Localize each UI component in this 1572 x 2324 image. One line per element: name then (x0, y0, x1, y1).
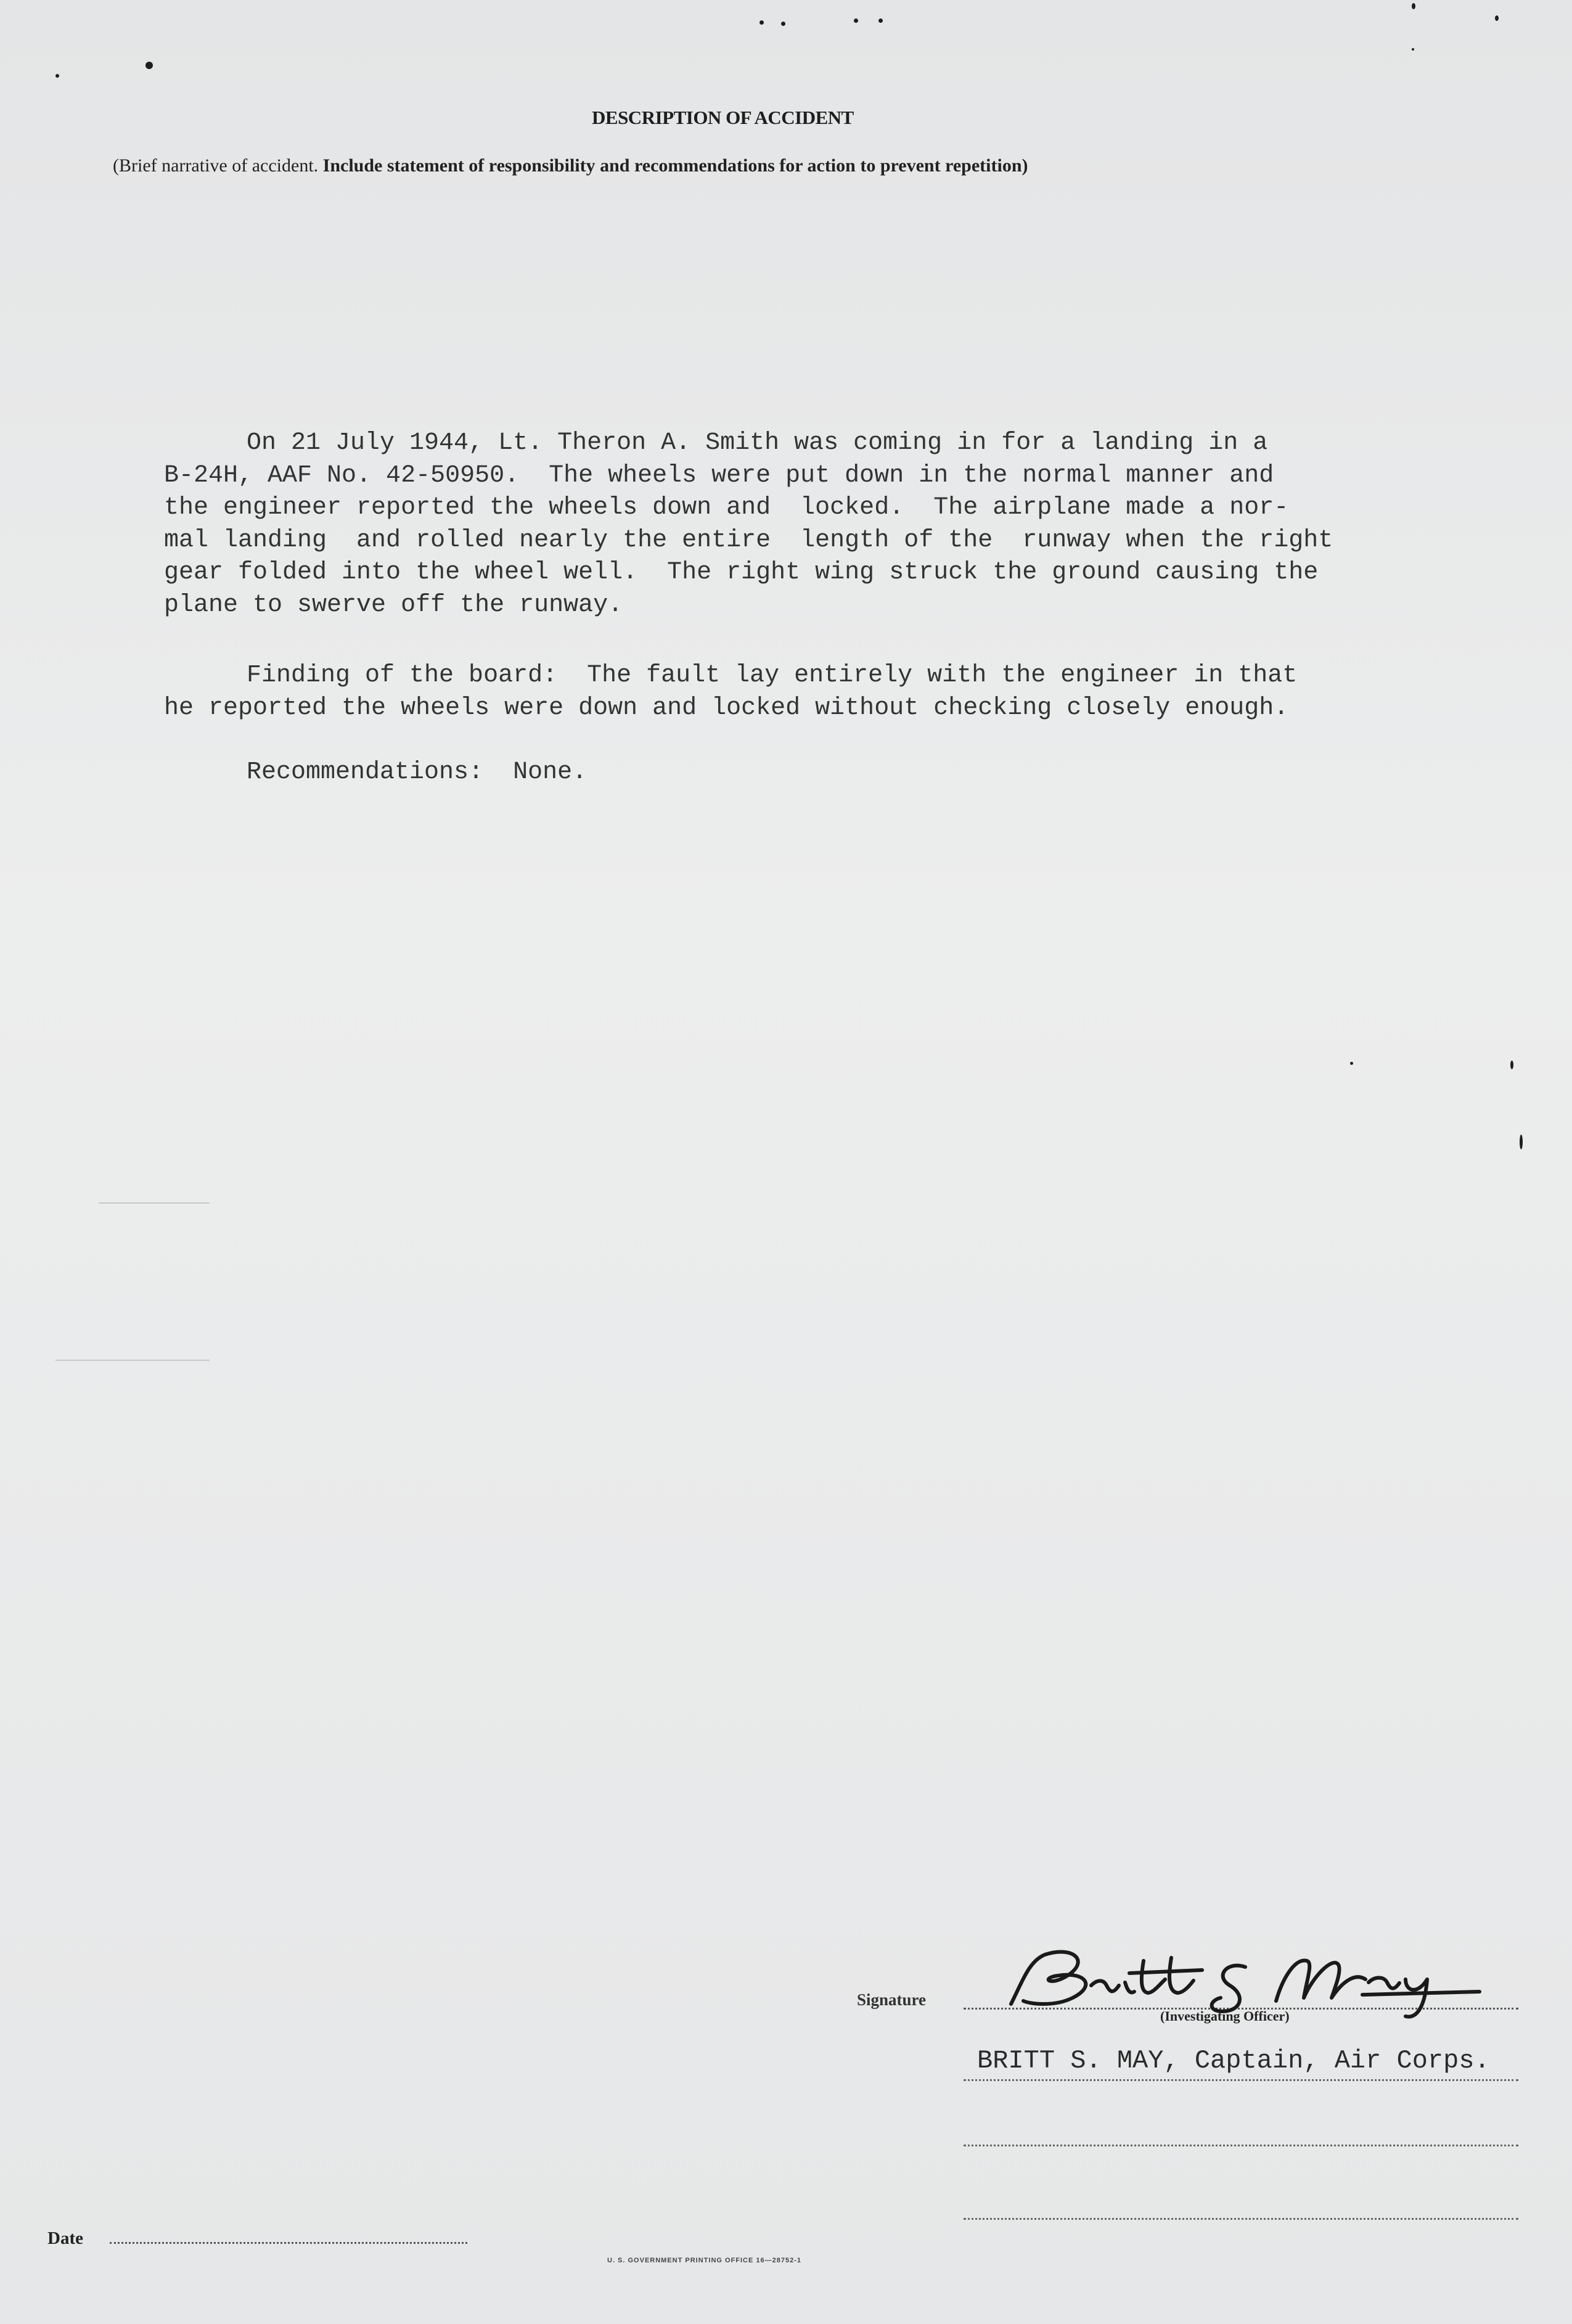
signature-label: Signature (857, 1990, 927, 2009)
scan-faint-line (55, 1360, 210, 1361)
recommendations: Recommendations: None. (247, 758, 587, 786)
printer-mark: U. S. GOVERNMENT PRINTING OFFICE 16—28752-1 (607, 2257, 802, 2264)
narrative-line: mal landing and rolled nearly the entire length of the runway when the right (164, 526, 1333, 554)
narrative-line: B-24H, AAF No. 42-50950. The wheels were put down in the normal manner and (164, 461, 1274, 490)
scan-speck (878, 18, 883, 23)
scan-speck (1495, 15, 1499, 21)
signature-caption: (Investigating Officer) (1160, 2008, 1290, 2024)
blank-line (964, 2145, 1518, 2146)
form-instructions (113, 155, 1028, 176)
instructions-rest: Include statement of responsibility and recommendations for action to prevent repetition) (322, 155, 1028, 176)
finding-paragraph (164, 660, 1297, 725)
name-line (964, 2079, 1518, 2081)
instructions-prefix: (Brief narrative of accident. (113, 155, 319, 176)
scan-speck (1412, 48, 1414, 51)
blank-line (964, 2218, 1518, 2220)
scan-speck (1412, 3, 1415, 9)
scan-speck (854, 18, 858, 23)
narrative-line: On 21 July 1944, Lt. Theron A. Smith was coming in for a landing in a (247, 429, 1268, 457)
scan-faint-line (99, 1202, 210, 1204)
scan-speck (55, 74, 59, 78)
date-label: Date (47, 2228, 83, 2248)
finding-line: Finding of the board: The fault lay entirely with the engineer in that (247, 662, 1298, 689)
scan-speck (759, 20, 764, 25)
scan-speck (1510, 1061, 1513, 1069)
scan-speck (781, 22, 785, 26)
narrative-line: the engineer reported the wheels down and locked. The airplane made a nor- (164, 494, 1289, 522)
scan-speck (1520, 1135, 1523, 1149)
finding-line: he reported the wheels were down and locked without checking closely enough. (164, 694, 1289, 722)
scan-speck (1350, 1062, 1353, 1065)
scan-speck (145, 62, 153, 69)
narrative-line: plane to swerve off the runway. (164, 591, 623, 619)
narrative-line: gear folded into the wheel well. The right wing struck the ground causing the (164, 559, 1319, 586)
narrative-paragraph (164, 427, 1446, 622)
officer-typed-name: BRITT S. MAY, Captain, Air Corps. (977, 2046, 1490, 2076)
form-title: DESCRIPTION OF ACCIDENT (592, 107, 854, 128)
date-line (110, 2242, 467, 2244)
